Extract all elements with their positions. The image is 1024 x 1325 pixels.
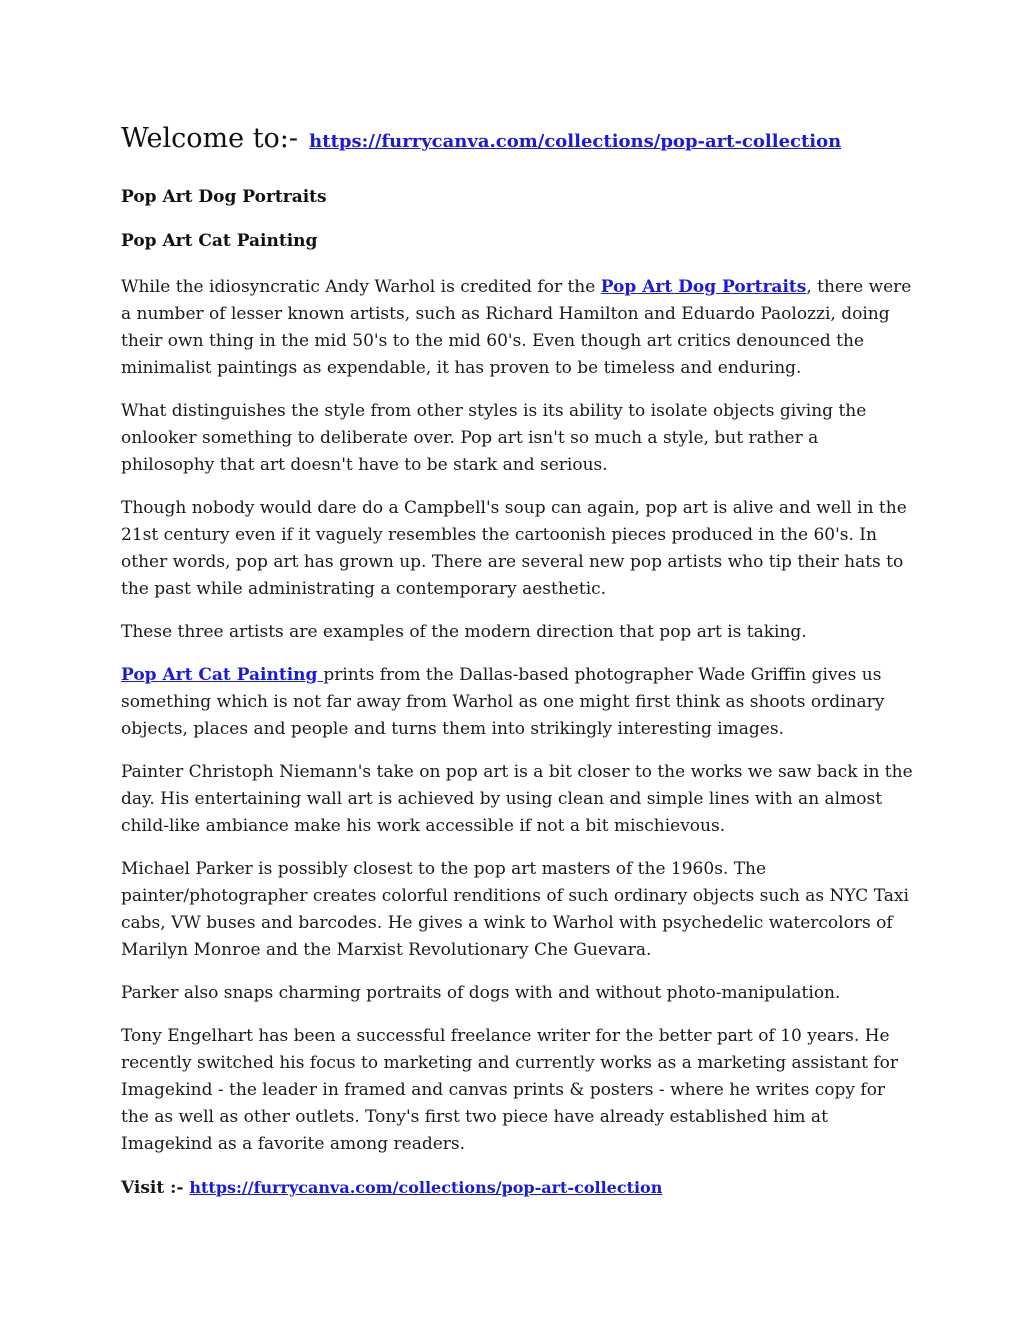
paragraph-wade-griffin — [121, 662, 914, 743]
subheading-cat-painting: Pop Art Cat Painting — [121, 231, 318, 251]
pop-art-cat-painting-link[interactable]: Pop Art Cat Painting — [121, 665, 324, 685]
paragraph-author-bio: Tony Engelhart has been a successful freelance writer for the better part of 10 years. He recently switched his focus to marketing and currently works as a marketing assistant for Imagekind - the leader in framed and canvas prints & posters - where he writes copy for the as well as other outlets. Tony's first two piece have already established him at Imagekind as a favorite among readers. — [121, 1026, 899, 1154]
visit-line — [121, 1174, 914, 1202]
pop-art-dog-portraits-link[interactable]: Pop Art Dog Portraits — [600, 277, 807, 297]
welcome-heading — [121, 116, 914, 162]
visit-url-link[interactable]: https://furrycanva.com/collections/pop-art-collection — [189, 1178, 663, 1197]
paragraph-text: , there were a number of lesser known artists, such as Richard Hamilton and Eduardo Paolozzi, doing their own thing in the mid 50's to the mid 60's. Even though art critics denounced the minimalist paintings as expendable, it has proven to be timeless and enduring. — [121, 277, 912, 378]
paragraph-parker-dogs: Parker also snaps charming portraits of dogs with and without photo-manipulation. — [121, 983, 841, 1003]
paragraph-text: While the idiosyncratic Andy Warhol is credited for the — [121, 277, 601, 297]
welcome-label: Welcome to:- — [121, 123, 299, 154]
paragraph-niemann: Painter Christoph Niemann's take on pop art is a bit closer to the works we saw back in the day. His entertaining wall art is achieved by using clean and simple lines with an almost child-like ambiance make his work accessible if not a bit mischievous. — [121, 762, 913, 836]
paragraph-three-artists: These three artists are examples of the modern direction that pop art is taking. — [121, 622, 807, 642]
subheading-dog-portraits: Pop Art Dog Portraits — [121, 187, 327, 207]
paragraph-warhol — [121, 274, 914, 382]
paragraph-text: prints from the Dallas-based photographer Wade Griffin gives us something which is not far away from Warhol as one might first think as shoots ordinary objects, places and people and turns them into strikingly interesting images. — [121, 665, 885, 739]
visit-label: Visit :- — [121, 1178, 190, 1198]
paragraph-michael-parker: Michael Parker is possibly closest to the pop art masters of the 1960s. The painter/photographer creates colorful renditions of such ordinary objects such as NYC Taxi cabs, VW buses and barcodes. He gives a wink to Warhol with psychedelic watercolors of Marilyn Monroe and the Marxist Revolutionary Che Guevara. — [121, 859, 909, 960]
paragraph-campbells: Though nobody would dare do a Campbell's soup can again, pop art is alive and well in the 21st century even if it vaguely resembles the cartoonish pieces produced in the 60's. In other words, pop art has grown up. There are several new pop artists who tip their hats to the past while administrating a contemporary aesthetic. — [121, 498, 907, 599]
paragraph-distinguishes: What distinguishes the style from other styles is its ability to isolate objects giving the onlooker something to deliberate over. Pop art isn't so much a style, but rather a philosophy that art doesn't have to be stark and serious. — [121, 401, 867, 475]
welcome-url-link[interactable]: https://furrycanva.com/collections/pop-art-collection — [309, 131, 842, 152]
